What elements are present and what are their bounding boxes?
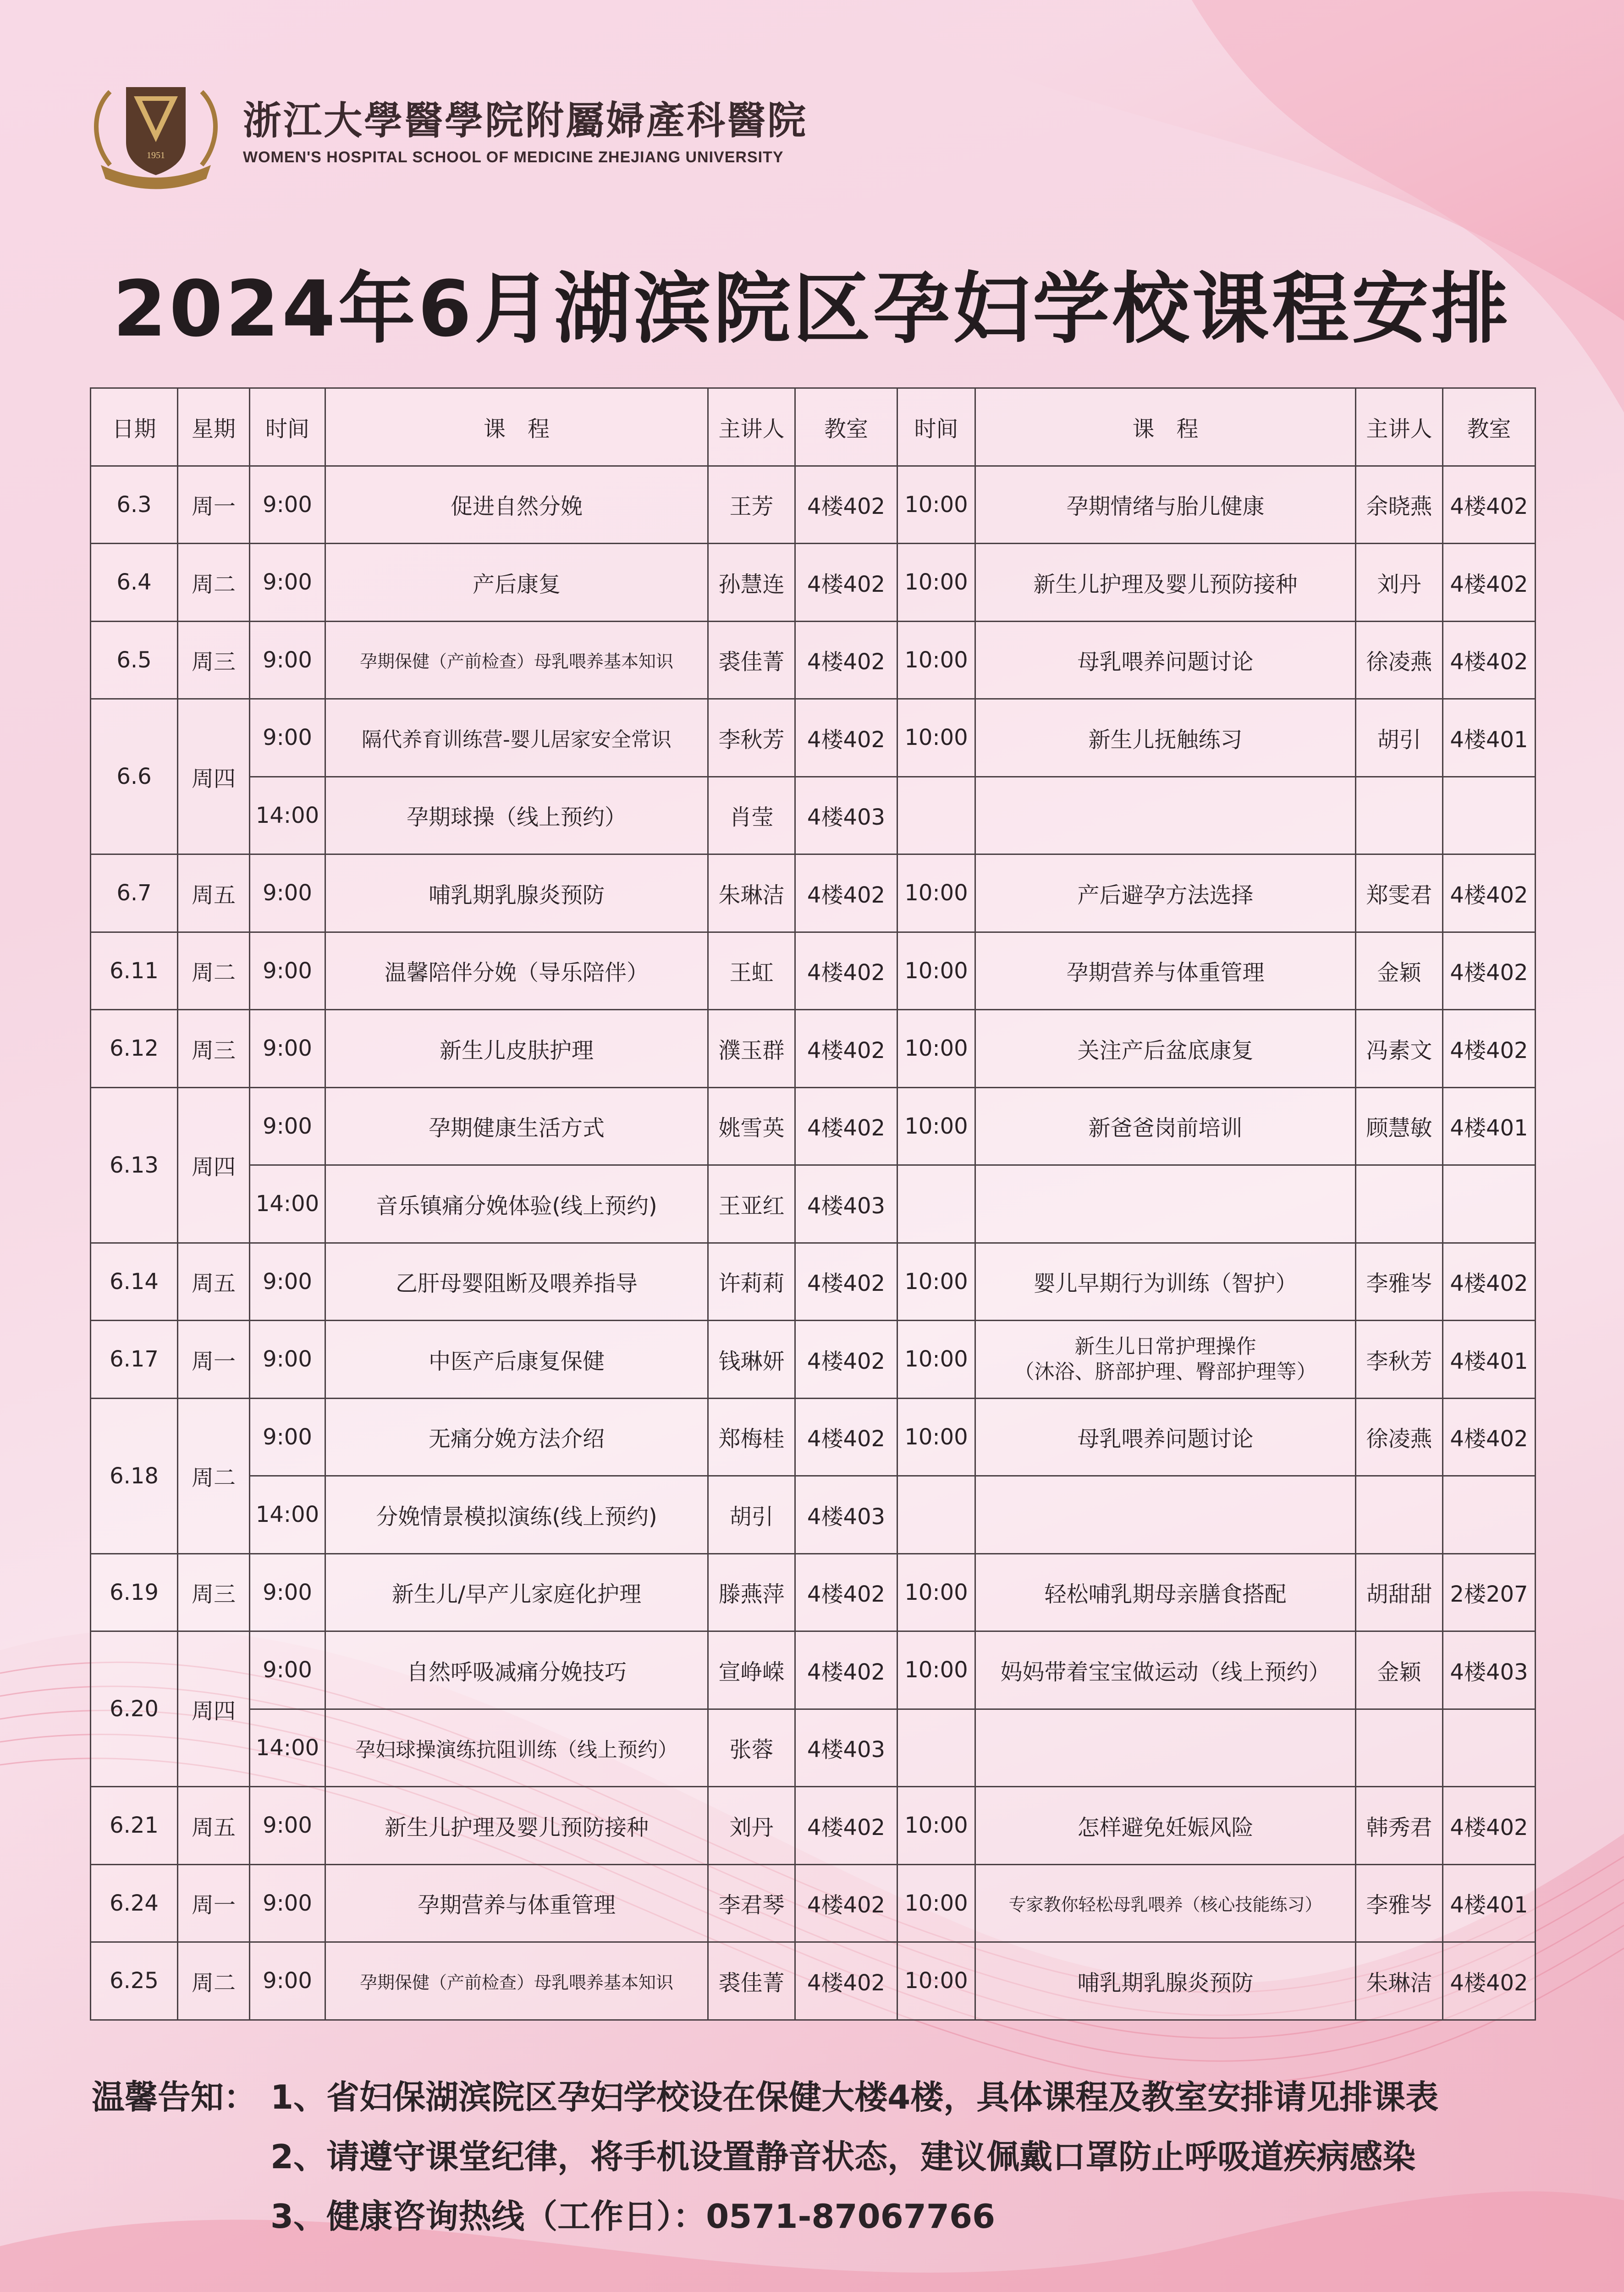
time-cell-2: 10:00 (897, 699, 975, 777)
lecturer-cell-2: 金颖 (1356, 932, 1443, 1010)
lecturer-cell: 滕燕萍 (708, 1554, 795, 1631)
table-row (91, 544, 1536, 622)
room-cell-2 (1443, 1165, 1536, 1243)
col-header-room: 教室 (795, 388, 897, 466)
time-cell-2: 10:00 (897, 1010, 975, 1088)
lecturer-cell: 肖莹 (708, 777, 795, 854)
time-cell: 9:00 (250, 1631, 325, 1709)
time-cell: 14:00 (250, 777, 325, 854)
lecturer-cell-2 (1356, 1165, 1443, 1243)
course-cell: 孕期营养与体重管理 (325, 1864, 708, 1942)
notice-section (92, 2067, 1438, 2246)
course-cell: 产后康复 (325, 544, 708, 622)
table-row (91, 854, 1536, 932)
time-cell-2: 10:00 (897, 1864, 975, 1942)
course-cell: 自然呼吸减痛分娩技巧 (325, 1631, 708, 1709)
lecturer-cell: 姚雪英 (708, 1087, 795, 1165)
table-row (91, 621, 1536, 699)
col-header-time: 时间 (250, 388, 325, 466)
notice-item-2: 2、请遵守课堂纪律，将手机设置静音状态，建议佩戴口罩防止呼吸道疾病感染 (270, 2138, 1416, 2176)
table-row (91, 1554, 1536, 1631)
weekday-cell: 周二 (178, 1398, 250, 1554)
course-cell-2: 婴儿早期行为训练（智护） (975, 1243, 1356, 1321)
lecturer-cell: 郑梅桂 (708, 1398, 795, 1476)
room-cell-2: 4楼402 (1443, 621, 1536, 699)
course-cell: 孕妇球操演练抗阻训练（线上预约） (325, 1709, 708, 1787)
table-row (91, 1787, 1536, 1865)
room-cell: 4楼402 (795, 466, 897, 544)
course-cell-2: 产后避孕方法选择 (975, 854, 1356, 932)
date-cell: 6.17 (91, 1321, 178, 1399)
lecturer-cell-2 (1356, 1709, 1443, 1787)
lecturer-cell-2: 冯素文 (1356, 1010, 1443, 1088)
notice-label: 温馨告知： (92, 2078, 257, 2116)
weekday-cell: 周三 (178, 1010, 250, 1088)
weekday-cell: 周三 (178, 621, 250, 699)
course-cell-2 (975, 777, 1356, 854)
table-row (91, 1398, 1536, 1476)
hospital-name-cn: 浙江大學醫學院附屬婦產科醫院 (243, 98, 808, 143)
room-cell: 4楼403 (795, 1709, 897, 1787)
lecturer-cell-2: 李雅岑 (1356, 1243, 1443, 1321)
room-cell: 4楼403 (795, 1165, 897, 1243)
course-cell-2 (975, 1165, 1356, 1243)
hospital-header (83, 73, 816, 193)
lecturer-cell: 钱琳妍 (708, 1321, 795, 1399)
lecturer-cell-2: 金颖 (1356, 1631, 1443, 1709)
time-cell: 9:00 (250, 1787, 325, 1865)
date-cell: 6.12 (91, 1010, 178, 1088)
weekday-cell: 周三 (178, 1554, 250, 1631)
course-cell-2: 孕期情绪与胎儿健康 (975, 466, 1356, 544)
course-cell-2: 关注产后盆底康复 (975, 1010, 1356, 1088)
notice-spacer (92, 2127, 270, 2187)
room-cell: 4楼403 (795, 777, 897, 854)
date-cell: 6.7 (91, 854, 178, 932)
room-cell: 4楼403 (795, 1476, 897, 1554)
time-cell: 9:00 (250, 854, 325, 932)
date-cell: 6.24 (91, 1864, 178, 1942)
time-cell: 9:00 (250, 1942, 325, 2020)
table-row (91, 1087, 1536, 1165)
date-cell: 6.14 (91, 1243, 178, 1321)
room-cell-2: 4楼401 (1443, 1864, 1536, 1942)
weekday-cell: 周二 (178, 544, 250, 622)
lecturer-cell: 刘丹 (708, 1787, 795, 1865)
room-cell: 4楼402 (795, 1631, 897, 1709)
lecturer-cell-2: 余晓燕 (1356, 466, 1443, 544)
room-cell: 4楼402 (795, 544, 897, 622)
room-cell: 4楼402 (795, 1321, 897, 1399)
lecturer-cell-2 (1356, 777, 1443, 854)
course-cell-2: 哺乳期乳腺炎预防 (975, 1942, 1356, 2020)
lecturer-cell: 王虹 (708, 932, 795, 1010)
table-row (91, 1321, 1536, 1399)
hospital-emblem-icon (83, 73, 229, 193)
room-cell-2: 4楼402 (1443, 932, 1536, 1010)
weekday-cell: 周五 (178, 854, 250, 932)
room-cell: 4楼402 (795, 1010, 897, 1088)
course-cell-2: 怎样避免妊娠风险 (975, 1787, 1356, 1865)
room-cell-2 (1443, 777, 1536, 854)
table-row (91, 1476, 1536, 1554)
date-cell: 6.20 (91, 1631, 178, 1787)
col-header-course-2: 课 程 (975, 388, 1356, 466)
course-cell-2 (975, 1476, 1356, 1554)
table-row (91, 777, 1536, 854)
time-cell-2 (897, 777, 975, 854)
time-cell: 9:00 (250, 466, 325, 544)
table-row (91, 1942, 1536, 2020)
weekday-cell: 周四 (178, 699, 250, 854)
lecturer-cell: 张蓉 (708, 1709, 795, 1787)
time-cell: 14:00 (250, 1709, 325, 1787)
date-cell: 6.13 (91, 1087, 178, 1243)
lecturer-cell: 许莉莉 (708, 1243, 795, 1321)
weekday-cell: 周一 (178, 1864, 250, 1942)
time-cell: 14:00 (250, 1476, 325, 1554)
course-cell: 乙肝母婴阻断及喂养指导 (325, 1243, 708, 1321)
lecturer-cell-2: 朱琳洁 (1356, 1942, 1443, 2020)
time-cell-2 (897, 1476, 975, 1554)
time-cell: 9:00 (250, 1398, 325, 1476)
table-row (91, 466, 1536, 544)
date-cell: 6.18 (91, 1398, 178, 1554)
room-cell-2: 4楼402 (1443, 1942, 1536, 2020)
room-cell: 4楼402 (795, 1554, 897, 1631)
course-cell: 新生儿/早产儿家庭化护理 (325, 1554, 708, 1631)
course-cell-2: 新生儿抚触练习 (975, 699, 1356, 777)
time-cell-2: 10:00 (897, 1398, 975, 1476)
notice-item-3: 3、健康咨询热线（工作日）：0571-87067766 (270, 2197, 996, 2236)
col-header-room-2: 教室 (1443, 388, 1536, 466)
lecturer-cell: 李君琴 (708, 1864, 795, 1942)
room-cell-2: 4楼402 (1443, 1787, 1536, 1865)
weekday-cell: 周二 (178, 932, 250, 1010)
course-cell: 孕期健康生活方式 (325, 1087, 708, 1165)
time-cell: 14:00 (250, 1165, 325, 1243)
course-cell-2: 妈妈带着宝宝做运动（线上预约） (975, 1631, 1356, 1709)
lecturer-cell-2: 郑雯君 (1356, 854, 1443, 932)
time-cell-2: 10:00 (897, 1321, 975, 1399)
lecturer-cell: 王亚红 (708, 1165, 795, 1243)
col-header-date: 日期 (91, 388, 178, 466)
room-cell-2: 4楼402 (1443, 1010, 1536, 1088)
table-row (91, 1243, 1536, 1321)
time-cell-2: 10:00 (897, 544, 975, 622)
course-cell: 温馨陪伴分娩（导乐陪伴） (325, 932, 708, 1010)
time-cell: 9:00 (250, 621, 325, 699)
lecturer-cell-2: 徐凌燕 (1356, 621, 1443, 699)
course-cell: 孕期保健（产前检查）母乳喂养基本知识 (325, 621, 708, 699)
table-row (91, 1631, 1536, 1709)
course-cell: 无痛分娩方法介绍 (325, 1398, 708, 1476)
date-cell: 6.25 (91, 1942, 178, 2020)
time-cell: 9:00 (250, 1243, 325, 1321)
col-header-lecturer: 主讲人 (708, 388, 795, 466)
time-cell-2: 10:00 (897, 1087, 975, 1165)
room-cell: 4楼402 (795, 1398, 897, 1476)
col-header-weekday: 星期 (178, 388, 250, 466)
room-cell: 4楼402 (795, 699, 897, 777)
table-row (91, 1864, 1536, 1942)
lecturer-cell: 宣峥嵘 (708, 1631, 795, 1709)
emblem-year: 1951 (147, 150, 165, 160)
lecturer-cell-2: 胡甜甜 (1356, 1554, 1443, 1631)
room-cell: 4楼402 (795, 1864, 897, 1942)
course-cell-2: 轻松哺乳期母亲膳食搭配 (975, 1554, 1356, 1631)
course-cell-2: 孕期营养与体重管理 (975, 932, 1356, 1010)
date-cell: 6.21 (91, 1787, 178, 1865)
notice-spacer (92, 2187, 270, 2246)
course-cell: 中医产后康复保健 (325, 1321, 708, 1399)
room-cell-2: 4楼402 (1443, 544, 1536, 622)
room-cell-2: 4楼402 (1443, 854, 1536, 932)
room-cell: 4楼402 (795, 1087, 897, 1165)
lecturer-cell: 李秋芳 (708, 699, 795, 777)
room-cell-2: 4楼401 (1443, 1087, 1536, 1165)
time-cell-2: 10:00 (897, 854, 975, 932)
date-cell: 6.5 (91, 621, 178, 699)
table-row (91, 1165, 1536, 1243)
lecturer-cell-2: 韩秀君 (1356, 1787, 1443, 1865)
col-header-course: 课 程 (325, 388, 708, 466)
course-cell-2: 母乳喂养问题讨论 (975, 621, 1356, 699)
course-cell: 哺乳期乳腺炎预防 (325, 854, 708, 932)
time-cell: 9:00 (250, 1554, 325, 1631)
time-cell: 9:00 (250, 1864, 325, 1942)
date-cell: 6.3 (91, 466, 178, 544)
lecturer-cell: 王芳 (708, 466, 795, 544)
room-cell-2: 4楼401 (1443, 699, 1536, 777)
time-cell-2: 10:00 (897, 466, 975, 544)
time-cell-2: 10:00 (897, 1243, 975, 1321)
col-header-lecturer-2: 主讲人 (1356, 388, 1443, 466)
time-cell: 9:00 (250, 932, 325, 1010)
lecturer-cell-2: 李秋芳 (1356, 1321, 1443, 1399)
room-cell: 4楼402 (795, 854, 897, 932)
table-row (91, 699, 1536, 777)
time-cell-2: 10:00 (897, 932, 975, 1010)
date-cell: 6.19 (91, 1554, 178, 1631)
course-cell-2: 母乳喂养问题讨论 (975, 1398, 1356, 1476)
course-schedule-table (90, 387, 1536, 2021)
weekday-cell: 周二 (178, 1942, 250, 2020)
table-row (91, 1709, 1536, 1787)
course-cell: 孕期保健（产前检查）母乳喂养基本知识 (325, 1942, 708, 2020)
room-cell-2: 4楼402 (1443, 466, 1536, 544)
lecturer-cell: 胡引 (708, 1476, 795, 1554)
course-cell-2: 专家教你轻松母乳喂养（核心技能练习） (975, 1864, 1356, 1942)
weekday-cell: 周五 (178, 1787, 250, 1865)
room-cell-2: 2楼207 (1443, 1554, 1536, 1631)
time-cell-2 (897, 1709, 975, 1787)
room-cell-2 (1443, 1709, 1536, 1787)
table-row (91, 1010, 1536, 1088)
time-cell: 9:00 (250, 544, 325, 622)
col-header-time-2: 时间 (897, 388, 975, 466)
room-cell-2: 4楼403 (1443, 1631, 1536, 1709)
lecturer-cell-2: 李雅岑 (1356, 1864, 1443, 1942)
table-row (91, 932, 1536, 1010)
lecturer-cell-2 (1356, 1476, 1443, 1554)
notice-item-1: 1、省妇保湖滨院区孕妇学校设在保健大楼4楼，具体课程及教室安排请见排课表 (270, 2078, 1439, 2116)
room-cell-2 (1443, 1476, 1536, 1554)
room-cell: 4楼402 (795, 1243, 897, 1321)
time-cell: 9:00 (250, 1087, 325, 1165)
date-cell: 6.11 (91, 932, 178, 1010)
lecturer-cell-2: 顾慧敏 (1356, 1087, 1443, 1165)
time-cell-2: 10:00 (897, 1554, 975, 1631)
course-cell: 隔代养育训练营-婴儿居家安全常识 (325, 699, 708, 777)
course-cell: 新生儿皮肤护理 (325, 1010, 708, 1088)
course-cell-2: 新生儿护理及婴儿预防接种 (975, 544, 1356, 622)
course-cell: 新生儿护理及婴儿预防接种 (325, 1787, 708, 1865)
time-cell-2: 10:00 (897, 1787, 975, 1865)
weekday-cell: 周五 (178, 1243, 250, 1321)
course-cell-2: 新爸爸岗前培训 (975, 1087, 1356, 1165)
lecturer-cell: 孙慧连 (708, 544, 795, 622)
course-cell-2: 新生儿日常护理操作 （沐浴、脐部护理、臀部护理等） (975, 1321, 1356, 1399)
date-cell: 6.6 (91, 699, 178, 854)
time-cell-2: 10:00 (897, 1942, 975, 2020)
lecturer-cell: 裘佳菁 (708, 1942, 795, 2020)
lecturer-cell-2: 胡引 (1356, 699, 1443, 777)
room-cell: 4楼402 (795, 1787, 897, 1865)
hospital-name-en: WOMEN'S HOSPITAL SCHOOL OF MEDICINE ZHEJIANG UNIVERSITY (243, 148, 784, 166)
room-cell-2: 4楼402 (1443, 1243, 1536, 1321)
time-cell-2: 10:00 (897, 621, 975, 699)
time-cell: 9:00 (250, 699, 325, 777)
course-cell: 促进自然分娩 (325, 466, 708, 544)
lecturer-cell: 裘佳菁 (708, 621, 795, 699)
room-cell: 4楼402 (795, 1942, 897, 2020)
lecturer-cell: 濮玉群 (708, 1010, 795, 1088)
time-cell: 9:00 (250, 1010, 325, 1088)
time-cell-2 (897, 1165, 975, 1243)
time-cell: 9:00 (250, 1321, 325, 1399)
course-cell: 孕期球操（线上预约） (325, 777, 708, 854)
date-cell: 6.4 (91, 544, 178, 622)
course-cell: 分娩情景模拟演练(线上预约) (325, 1476, 708, 1554)
time-cell-2: 10:00 (897, 1631, 975, 1709)
weekday-cell: 周一 (178, 466, 250, 544)
weekday-cell: 周四 (178, 1087, 250, 1243)
course-cell: 音乐镇痛分娩体验(线上预约) (325, 1165, 708, 1243)
room-cell: 4楼402 (795, 621, 897, 699)
weekday-cell: 周一 (178, 1321, 250, 1399)
room-cell-2: 4楼401 (1443, 1321, 1536, 1399)
lecturer-cell-2: 刘丹 (1356, 544, 1443, 622)
room-cell-2: 4楼402 (1443, 1398, 1536, 1476)
room-cell: 4楼402 (795, 932, 897, 1010)
page-title: 2024年6月湖滨院区孕妇学校课程安排 (113, 264, 1511, 354)
lecturer-cell: 朱琳洁 (708, 854, 795, 932)
course-cell-2 (975, 1709, 1356, 1787)
weekday-cell: 周四 (178, 1631, 250, 1787)
lecturer-cell-2: 徐凌燕 (1356, 1398, 1443, 1476)
table-header-row (91, 388, 1536, 466)
